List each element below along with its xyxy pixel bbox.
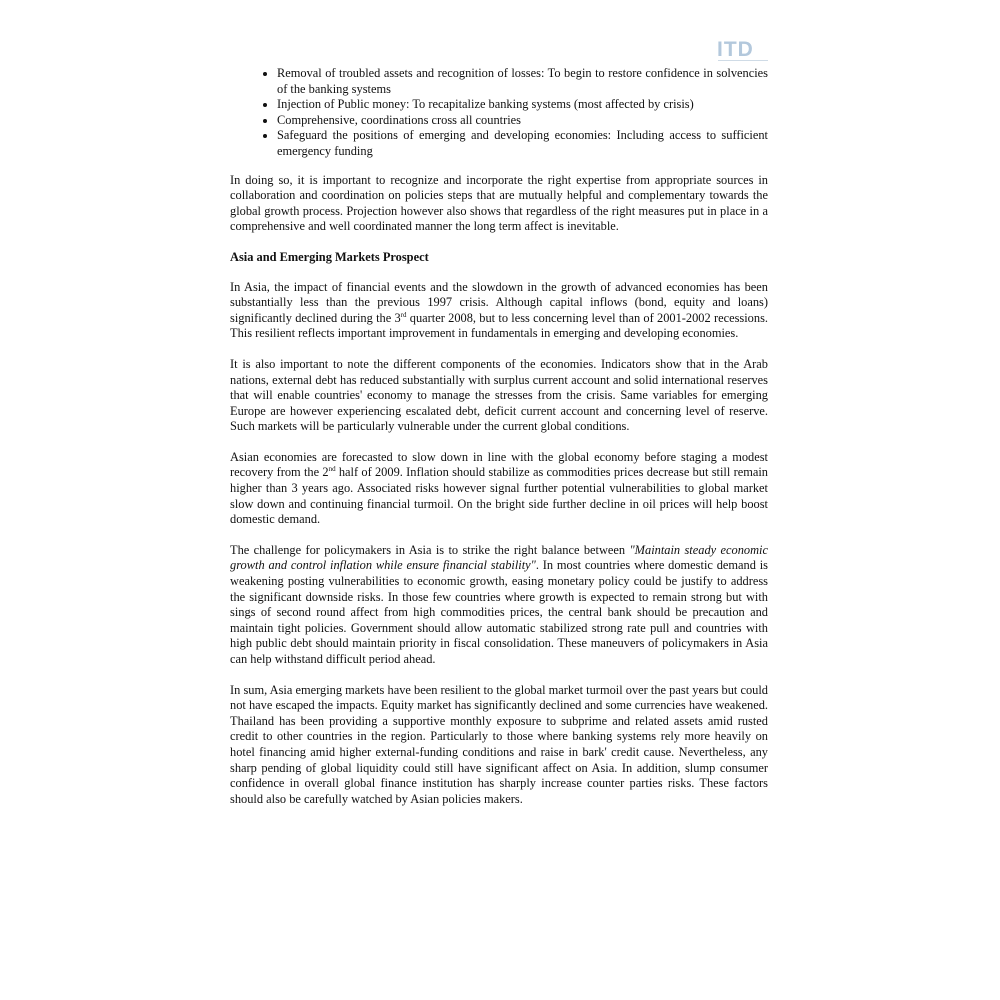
paragraph-text: In Asia, the impact of financial events and the slowdown in the growth of advanced economies has been substantially less than the previous 1997 crisis. Although capital inflows (bond, equity and loans) significantly declined during the 3 bbox=[230, 279, 768, 325]
paragraph-text: quarter 2008, but to less concerning level than of 2001-2002 recessions. This resilient reflects important improvement in fundamentals in emerging and developing economies. bbox=[230, 310, 768, 341]
itd-logo: ITD bbox=[717, 38, 754, 61]
bullet-list bbox=[230, 66, 768, 160]
italic-quote: "Maintain steady economic growth and control inflation while ensure financial stability" bbox=[230, 542, 768, 573]
section-heading: Asia and Emerging Markets Prospect bbox=[230, 249, 429, 264]
paragraph-expertise: In doing so, it is important to recognize and incorporate the right expertise from appropriate sources in collaboration and coordination on policies steps that are mutually helpful and complementary towards the global growth process. Projection however also shows that regardless of the right measures put in place in a comprehensive and well coordinated manner the long term affect is inevitable. bbox=[230, 172, 768, 234]
logo-underline bbox=[718, 60, 768, 64]
bullet-item: • Safeguard the positions of emerging and developing economies: Including access to sufficient emergency funding bbox=[277, 128, 768, 159]
ordinal-superscript: nd bbox=[328, 465, 336, 474]
paragraph-components: It is also important to note the different components of the economies. Indicators show that in the Arab nations, external debt has reduced substantially with surplus current account and solid international reserves that will enable countries' economy to manage the stresses from the crisis. Same variables for emerging Europe are however experiencing escalated debt, deficit current account and concerning level of reserve. Such markets will be particularly vulnerable under the current global conditions. bbox=[230, 356, 768, 434]
paragraph-asia-impact bbox=[230, 280, 768, 342]
paragraph-text: . In most countries where domestic demand is weakening posting vulnerabilities to economic growth, easing monetary policy could be justify to address the significant downside risks. In those few countries where growth is expected to remain strong but with sings of second round affect from high commodities prices, the central bank should be precaution and maintain tight policies. Government should allow automatic stabilized strong rate pull and countries with high public debt should maintain priority in fiscal consolidation. These maneuvers of policymakers in Asia can help withstand difficult period ahead. bbox=[230, 558, 768, 666]
paragraph-summary: In sum, Asia emerging markets have been resilient to the global market turmoil over the past years but could not have escaped the impacts. Equity market has significantly declined and some currencies have weakened. Thailand has been providing a supportive monthly exposure to subprime and related assets amid rusted credit to other countries in the region. Particularly to those where banking systems rely more heavily on hotel financing amid higher external-funding conditions and raise in bark' credit cause. Nevertheless, any sharp pending of global liquidity could still have significant affect on Asia. In addition, slump consumer confidence in overall global finance institution has sharply increase counter parties risks. These factors should also be carefully watched by Asian policies makers. bbox=[230, 682, 768, 806]
paragraph-policymakers bbox=[230, 543, 768, 668]
bullet-item: • Comprehensive, coordinations cross all countries bbox=[277, 113, 768, 129]
bullet-item: • Removal of troubled assets and recognition of losses: To begin to restore confidence in solvencies of the banking systems bbox=[277, 66, 768, 97]
paragraph-text: Asian economies are forecasted to slow down in line with the global economy before staging a modest recovery from the 2 bbox=[230, 449, 768, 480]
paragraph-text: half of 2009. Inflation should stabilize as commodities prices decrease but still remain higher than 3 years ago. Associated risks however signal further potential vulnerabilities to global market slow down and continuing financial turmoil. On the bright side further decline in oil prices will help boost domestic demand. bbox=[230, 465, 768, 527]
document-body bbox=[230, 66, 768, 822]
bullet-item: • Injection of Public money: To recapitalize banking systems (most affected by crisis) bbox=[277, 97, 768, 113]
ordinal-superscript: rd bbox=[400, 310, 407, 319]
paragraph-text: The challenge for policymakers in Asia is to strike the right balance between bbox=[230, 542, 630, 557]
paragraph-forecast bbox=[230, 450, 768, 528]
